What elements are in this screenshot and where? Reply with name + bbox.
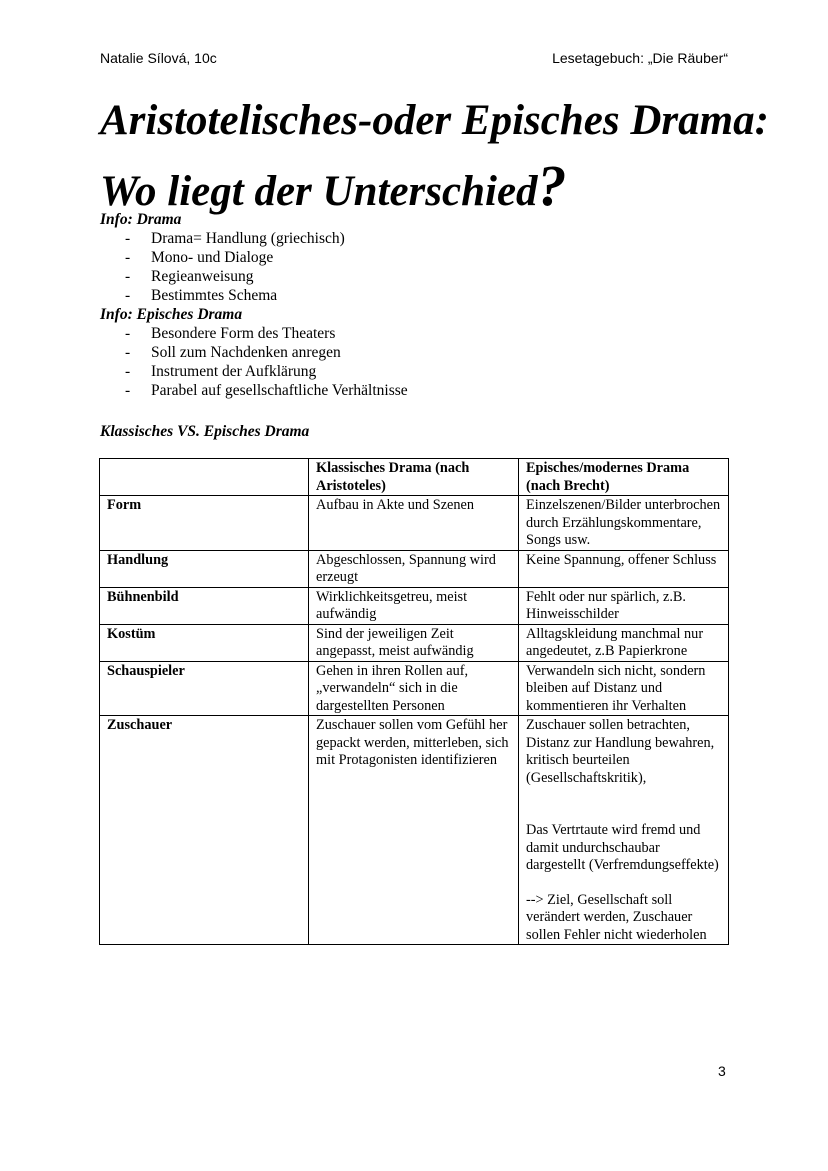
list-item	[100, 248, 730, 267]
table-corner-cell	[100, 459, 309, 496]
list-item-text: Instrument der Aufklärung	[151, 363, 317, 380]
row-label: Zuschauer	[100, 716, 309, 945]
list-item	[100, 229, 730, 248]
row-label: Schauspieler	[100, 661, 309, 716]
bullet-dash: -	[125, 249, 131, 266]
table-row	[100, 716, 729, 945]
list-item-text: Drama= Handlung (griechisch)	[151, 230, 345, 247]
list-item-text: Soll zum Nachdenken anregen	[151, 344, 341, 361]
table-row	[100, 661, 729, 716]
info-episch-list	[100, 324, 730, 400]
table-cell-classic: Gehen in ihren Rollen auf, „verwandeln“ sich in die dargestellten Personen	[309, 661, 519, 716]
paragraph-gap	[526, 787, 721, 822]
bullet-dash: -	[125, 325, 131, 342]
list-item-text: Parabel auf gesellschaftliche Verhältnisse	[151, 382, 408, 399]
table-cell-epic: Alltagskleidung manchmal nur angedeutet, z.B Papierkrone	[519, 624, 729, 661]
bullet-dash: -	[125, 268, 131, 285]
table-row	[100, 587, 729, 624]
table-cell-classic: Abgeschlossen, Spannung wird erzeugt	[309, 550, 519, 587]
header-journal-title: Lesetagebuch: „Die Räuber“	[552, 50, 728, 66]
row-label: Handlung	[100, 550, 309, 587]
paragraph-gap	[526, 875, 721, 892]
bullet-dash: -	[125, 230, 131, 247]
table-cell-epic: Keine Spannung, offener Schluss	[519, 550, 729, 587]
list-item	[100, 362, 730, 381]
list-item-text: Besondere Form des Theaters	[151, 325, 336, 342]
table-cell-classic: Aufbau in Akte und Szenen	[309, 496, 519, 551]
column-header-epic: Episches/modernes Drama (nach Brecht)	[519, 459, 729, 496]
info-section	[100, 210, 730, 441]
section-title: Klassisches VS. Episches Drama	[100, 423, 310, 440]
table-header-row	[100, 459, 729, 496]
table-cell-classic: Sind der jeweiligen Zeit angepasst, meist aufwändig	[309, 624, 519, 661]
table-cell-epic: Verwandeln sich nicht, sondern bleiben auf Distanz und kommentieren ihr Verhalten	[519, 661, 729, 716]
cell-paragraph: Das Vertrtaute wird fremd und damit undurchschaubar dargestellt (Verfremdungseffekte)	[526, 822, 719, 873]
page-title-line2-text: Wo liegt der Unterschied	[100, 168, 538, 215]
cell-paragraph: --> Ziel, Gesellschaft soll verändert werden, Zuschauer sollen Fehler nicht wiederholen	[526, 891, 707, 943]
table-cell-classic: Wirklichkeitsgetreu, meist aufwändig	[309, 587, 519, 624]
table-row	[100, 624, 729, 661]
table-row	[100, 550, 729, 587]
list-item	[100, 381, 730, 400]
list-item-text: Regieanweisung	[151, 268, 254, 285]
row-label: Form	[100, 496, 309, 551]
bullet-dash: -	[125, 344, 131, 361]
table-cell-classic: Zuschauer sollen vom Gefühl her gepackt werden, mitterleben, sich mit Protagonisten identifizieren	[309, 716, 519, 945]
header-author: Natalie Sílová, 10c	[100, 50, 217, 66]
row-label: Bühnenbild	[100, 587, 309, 624]
page-number: 3	[718, 1063, 726, 1079]
info-drama-heading: Info: Drama	[100, 211, 182, 228]
bullet-dash: -	[125, 382, 131, 399]
table-cell-epic: Einzelszenen/Bilder unterbrochen durch Erzählungskommentare, Songs usw.	[519, 496, 729, 551]
bullet-dash: -	[125, 363, 131, 380]
comparison-table	[99, 458, 729, 945]
info-episch-heading: Info: Episches Drama	[100, 306, 243, 323]
page-title-line2	[100, 152, 567, 219]
list-item	[100, 267, 730, 286]
column-header-classic: Klassisches Drama (nach Aristoteles)	[309, 459, 519, 496]
list-item-text: Mono- und Dialoge	[151, 249, 274, 266]
list-item	[100, 324, 730, 343]
table-cell-epic	[519, 716, 729, 945]
table-row	[100, 496, 729, 551]
table-cell-epic: Fehlt oder nur spärlich, z.B. Hinweisschilder	[519, 587, 729, 624]
list-item-text: Bestimmtes Schema	[151, 287, 278, 304]
page-title-question-mark: ?	[537, 153, 567, 218]
cell-paragraph: Zuschauer sollen betrachten, Distanz zur Handlung bewahren, kritisch beurteilen (Gesellschaftskritik),	[526, 717, 715, 786]
info-drama-list	[100, 229, 730, 305]
page-title-line1: Aristotelisches-oder Episches Drama:	[100, 97, 769, 144]
list-item	[100, 286, 730, 305]
list-item	[100, 343, 730, 362]
bullet-dash: -	[125, 287, 131, 304]
row-label: Kostüm	[100, 624, 309, 661]
